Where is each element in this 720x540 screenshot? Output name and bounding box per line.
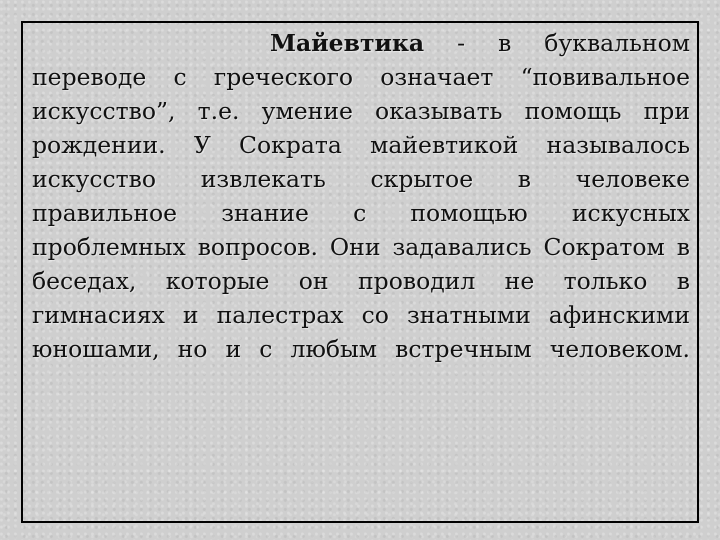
term-heading: Майевтика — [270, 29, 425, 57]
definition-text: - в буквальном переводе с греческого означает “повивальное искусство”, т.е. умение оказывать помощь при рождении. У Сократа майевтикой называлось искусство извлекать скрытое в человеке правильное знание с помощью искусных проблемных вопросов. Они задавались Сократом в беседах, которые он проводил не только в гимнасиях и палестрах со знатными афинскими юношами, но и с любым встречным человеком. — [32, 29, 690, 363]
slide-paragraph — [32, 26, 690, 366]
